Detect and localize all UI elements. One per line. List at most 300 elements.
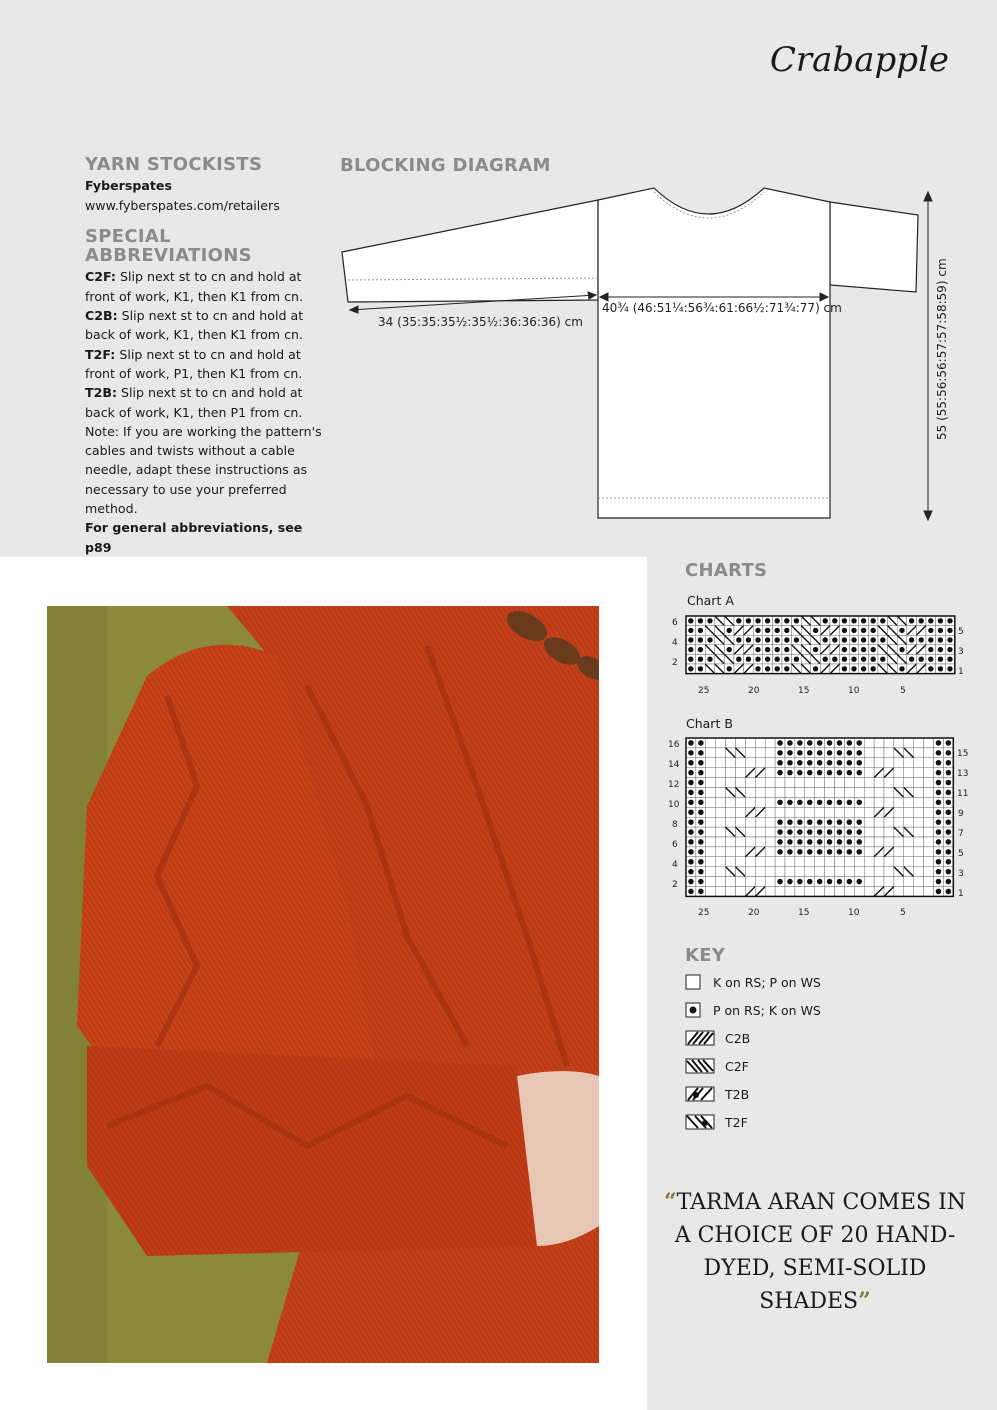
- chart-cell: [815, 778, 825, 788]
- purl-dot: [832, 637, 837, 642]
- chart-b-row-label: 3: [958, 869, 964, 879]
- chart-cell: [745, 748, 755, 758]
- purl-dot: [797, 819, 803, 825]
- purl-dot: [698, 618, 703, 623]
- chart-cell: [795, 807, 805, 817]
- chart-b-row-label: 2: [672, 880, 678, 890]
- chart-b-row-label: 8: [672, 820, 678, 830]
- purl-dot: [856, 879, 862, 885]
- chart-cell: [765, 867, 775, 877]
- purl-dot: [736, 618, 741, 623]
- chart-cell: [904, 738, 914, 748]
- purl-dot: [817, 849, 823, 855]
- chart-cell: [785, 807, 795, 817]
- purl-dot: [837, 740, 843, 746]
- purl-dot: [817, 770, 823, 776]
- purl-dot: [817, 839, 823, 845]
- purl-dot: [698, 800, 704, 806]
- c2b-icon: [685, 1030, 715, 1046]
- chart-a-grid: [668, 612, 968, 702]
- purl-dot: [946, 829, 952, 835]
- chart-cell: [716, 877, 726, 887]
- chart-b-row-label: 10: [668, 800, 680, 810]
- purl-dot: [837, 849, 843, 855]
- purl-dot: [698, 849, 704, 855]
- abbrev-item-t2f: [85, 345, 325, 384]
- chart-cell: [894, 797, 904, 807]
- chart-cell: [884, 778, 894, 788]
- purl-dot: [856, 750, 862, 756]
- purl-dot: [842, 628, 847, 633]
- chart-cell: [914, 807, 924, 817]
- chart-cell: [755, 867, 765, 877]
- chart-cell: [864, 877, 874, 887]
- chart-cell: [736, 847, 746, 857]
- chart-cell: [924, 738, 934, 748]
- purl-dot: [817, 829, 823, 835]
- chart-cell: [924, 758, 934, 768]
- purl-dot: [837, 879, 843, 885]
- chart-cell: [765, 817, 775, 827]
- chart-cell: [914, 857, 924, 867]
- purl-dot: [787, 750, 793, 756]
- chart-cell: [884, 748, 894, 758]
- purl-dot: [856, 829, 862, 835]
- purl-dot: [807, 770, 813, 776]
- purl-dot: [688, 637, 693, 642]
- blocking-diagram: [336, 180, 956, 530]
- key-label: T2B: [725, 1086, 750, 1102]
- chart-cell: [844, 807, 854, 817]
- purl-dot: [928, 618, 933, 623]
- key-item-c2f: [685, 1058, 749, 1074]
- chart-cell: [716, 768, 726, 778]
- purl-dot: [871, 637, 876, 642]
- purl-dot: [807, 750, 813, 756]
- chart-cell: [795, 887, 805, 897]
- chart-cell: [835, 867, 845, 877]
- purl-dot: [698, 750, 704, 756]
- purl-dot: [807, 849, 813, 855]
- chart-cell: [745, 877, 755, 887]
- chart-cell: [736, 877, 746, 887]
- chart-cell: [765, 887, 775, 897]
- purl-dot: [827, 740, 833, 746]
- chart-b-row-label: 12: [668, 780, 680, 790]
- purl-dot: [837, 760, 843, 766]
- purl-dot: [837, 829, 843, 835]
- chart-cell: [706, 837, 716, 847]
- purl-dot: [698, 829, 704, 835]
- purl-dot: [936, 849, 942, 855]
- chart-cell: [795, 857, 805, 867]
- purl-dot: [787, 770, 793, 776]
- purl-dot: [817, 750, 823, 756]
- yarn-url[interactable]: www.fyberspates.com/retailers: [85, 197, 280, 213]
- chart-cell: [765, 857, 775, 867]
- purl-dot: [688, 819, 694, 825]
- chart-a-col-label: 20: [748, 686, 760, 696]
- chart-cell: [765, 807, 775, 817]
- purl-dot: [837, 750, 843, 756]
- chart-cell: [914, 867, 924, 877]
- chart-cell: [884, 738, 894, 748]
- chart-cell: [736, 807, 746, 817]
- general-abbrev-link[interactable]: For general abbreviations, see p89: [85, 520, 303, 555]
- blocking-diagram-heading: BLOCKING DIAGRAM: [340, 155, 551, 176]
- chart-cell: [844, 857, 854, 867]
- chart-cell: [765, 768, 775, 778]
- t2b-icon: [685, 1086, 715, 1102]
- purl-dot: [936, 809, 942, 815]
- purl-dot: [698, 637, 703, 642]
- purl-dot: [856, 760, 862, 766]
- purl-dot: [842, 618, 847, 623]
- chart-cell: [924, 877, 934, 887]
- purl-dot: [688, 829, 694, 835]
- purl-dot: [688, 666, 693, 671]
- chart-cell: [726, 887, 736, 897]
- chart-cell: [745, 817, 755, 827]
- purl-dot: [827, 770, 833, 776]
- purl-dot: [837, 839, 843, 845]
- chart-b-col-label: 10: [848, 908, 860, 918]
- chart-cell: [775, 887, 785, 897]
- chart-cell: [924, 807, 934, 817]
- chart-cell: [864, 768, 874, 778]
- chart-cell: [815, 807, 825, 817]
- chart-cell: [924, 827, 934, 837]
- chart-cell: [716, 857, 726, 867]
- chart-cell: [894, 837, 904, 847]
- purl-dot: [688, 618, 693, 623]
- chart-a-cells: [686, 616, 955, 674]
- chart-cell: [716, 788, 726, 798]
- purl-dot: [688, 647, 693, 652]
- chart-cell: [914, 837, 924, 847]
- chart-cell: [755, 758, 765, 768]
- purl-dot: [856, 740, 862, 746]
- chart-cell: [785, 887, 795, 897]
- chart-cell: [716, 748, 726, 758]
- purl-dot: [946, 770, 952, 776]
- chart-cell: [755, 857, 765, 867]
- chart-cell: [914, 758, 924, 768]
- sleeve-arrow-head-left: [350, 306, 358, 313]
- chart-cell: [795, 778, 805, 788]
- chart-b-row-label: 14: [668, 760, 680, 770]
- chart-cell: [755, 778, 765, 788]
- purl-dot: [698, 790, 704, 796]
- purl-dot: [946, 849, 952, 855]
- chart-cell: [894, 758, 904, 768]
- chart-cell: [924, 778, 934, 788]
- purl-dot: [727, 666, 732, 671]
- purl-dot: [851, 628, 856, 633]
- purl-dot: [861, 666, 866, 671]
- purl-dot: [946, 879, 952, 885]
- chart-cell: [825, 778, 835, 788]
- chart-cell: [765, 877, 775, 887]
- purl-dot: [938, 628, 943, 633]
- purl-dot: [827, 829, 833, 835]
- purl-dot: [813, 666, 818, 671]
- purl-dot: [842, 666, 847, 671]
- chart-cell: [825, 867, 835, 877]
- chart-cell: [815, 867, 825, 877]
- chart-cell: [904, 817, 914, 827]
- purl-dot: [765, 657, 770, 662]
- chart-cell: [736, 768, 746, 778]
- purl-dot: [755, 657, 760, 662]
- chart-cell: [765, 827, 775, 837]
- purl-dot: [899, 628, 904, 633]
- chart-cell: [726, 877, 736, 887]
- abbrev-code: C2B:: [85, 308, 118, 324]
- purl-dot: [936, 750, 942, 756]
- purl-dot: [847, 849, 853, 855]
- purl-dot: [688, 628, 693, 633]
- abbrev-item-t2b: [85, 383, 325, 422]
- purl-dot: [775, 647, 780, 652]
- purl-dot: [707, 637, 712, 642]
- chart-cell: [864, 857, 874, 867]
- chart-cell: [706, 847, 716, 857]
- purl-dot: [688, 839, 694, 845]
- chart-cell: [904, 837, 914, 847]
- key-item-knit: [685, 974, 821, 990]
- purl-dot: [698, 666, 703, 671]
- chart-b-col-label: 25: [698, 908, 710, 918]
- purl-dot: [777, 770, 783, 776]
- purl-dot: [787, 829, 793, 835]
- purl-dot: [807, 740, 813, 746]
- purl-dot: [880, 637, 885, 642]
- chart-cell: [726, 857, 736, 867]
- chart-cell: [775, 778, 785, 788]
- chart-b-row-label: 11: [957, 789, 968, 799]
- key-item-purl: [685, 1002, 821, 1018]
- purl-dot: [946, 780, 952, 786]
- purl-dot: [817, 879, 823, 885]
- purl-dot: [698, 879, 704, 885]
- purl-dot: [827, 750, 833, 756]
- chart-cell: [726, 738, 736, 748]
- purl-dot: [794, 618, 799, 623]
- purl-dot: [936, 780, 942, 786]
- chart-cell: [884, 758, 894, 768]
- purl-dot: [946, 839, 952, 845]
- chart-cell: [914, 877, 924, 887]
- purl-dot: [698, 839, 704, 845]
- sleeve-measurement: 34 (35:35:35½:35½:36:36:36) cm: [378, 315, 583, 329]
- purl-dot: [813, 647, 818, 652]
- purl-dot: [847, 750, 853, 756]
- purl-dot: [784, 628, 789, 633]
- purl-dot: [947, 647, 952, 652]
- purl-dot: [936, 790, 942, 796]
- chart-cell: [736, 758, 746, 768]
- purl-dot: [827, 849, 833, 855]
- chart-cell: [825, 788, 835, 798]
- purl-dot: [688, 879, 694, 885]
- chart-b-cells: [686, 738, 953, 896]
- chart-cell: [894, 738, 904, 748]
- chart-a-row-label: 4: [672, 638, 678, 648]
- purl-dot: [777, 839, 783, 845]
- purl-dot: [746, 618, 751, 623]
- chart-cell: [924, 887, 934, 897]
- chart-a-row-label: 3: [958, 647, 964, 657]
- abbrev-code: C2F:: [85, 269, 116, 285]
- chart-cell: [765, 758, 775, 768]
- purl-dot: [707, 657, 712, 662]
- purl-dot: [823, 657, 828, 662]
- purl-dot: [936, 869, 942, 875]
- purl-dot: [947, 618, 952, 623]
- purl-dot: [784, 637, 789, 642]
- purl-dot: [946, 859, 952, 865]
- purl-dot: [946, 790, 952, 796]
- purl-dot: [936, 839, 942, 845]
- purl-dot: [755, 637, 760, 642]
- purl-dot: [851, 666, 856, 671]
- purl-dot: [842, 647, 847, 652]
- purl-dot: [909, 618, 914, 623]
- chart-cell: [864, 758, 874, 768]
- c2f-icon: [685, 1058, 715, 1074]
- purl-dot: [765, 666, 770, 671]
- key-label: C2F: [725, 1058, 749, 1074]
- chart-cell: [884, 817, 894, 827]
- chart-a-label: Chart A: [687, 593, 734, 608]
- purl-dot: [817, 800, 823, 806]
- chart-cell: [765, 797, 775, 807]
- chart-cell: [914, 778, 924, 788]
- purl-dot: [765, 618, 770, 623]
- chart-cell: [706, 768, 716, 778]
- chart-cell: [924, 797, 934, 807]
- purl-dot: [787, 839, 793, 845]
- purl-dot: [755, 618, 760, 623]
- chart-cell: [904, 768, 914, 778]
- chart-cell: [924, 837, 934, 847]
- chart-b-col-label: 20: [748, 908, 760, 918]
- chart-cell: [805, 807, 815, 817]
- purl-dot: [698, 780, 704, 786]
- purl-dot: [698, 809, 704, 815]
- chart-cell: [835, 857, 845, 867]
- open-quote-icon: “: [663, 1189, 677, 1215]
- purl-dot: [936, 819, 942, 825]
- purl-dot: [794, 657, 799, 662]
- abbrev-code: T2B:: [85, 385, 117, 401]
- chart-cell: [874, 797, 884, 807]
- chart-cell: [894, 877, 904, 887]
- purl-dot: [775, 666, 780, 671]
- purl-dot: [777, 819, 783, 825]
- chart-cell: [884, 788, 894, 798]
- abbrev-note: Note: If you are working the pattern's cables and twists without a cable needle, adapt these instructions as necessary to use your preferred method.: [85, 423, 322, 517]
- purl-dot: [698, 760, 704, 766]
- abbrev-item-c2b: [85, 306, 325, 345]
- chart-cell: [805, 857, 815, 867]
- purl-dot: [936, 859, 942, 865]
- chart-b-col-label: 5: [900, 908, 906, 918]
- purl-dot: [856, 770, 862, 776]
- purl-dot: [909, 657, 914, 662]
- chart-cell: [825, 857, 835, 867]
- chart-cell: [854, 778, 864, 788]
- chart-cell: [716, 758, 726, 768]
- chart-a-col-label: 5: [900, 686, 906, 696]
- purl-dot: [787, 819, 793, 825]
- chart-cell: [765, 847, 775, 857]
- chart-cell: [706, 788, 716, 798]
- purl-dot: [928, 637, 933, 642]
- purl-dot: [807, 829, 813, 835]
- purl-dot: [928, 666, 933, 671]
- purl-dot: [784, 618, 789, 623]
- purl-dot: [797, 879, 803, 885]
- chart-b-label: Chart B: [686, 716, 733, 731]
- chart-cell: [716, 817, 726, 827]
- purl-dot: [936, 740, 942, 746]
- purl-dot: [938, 637, 943, 642]
- chart-cell: [874, 827, 884, 837]
- purl-dot: [807, 800, 813, 806]
- chart-cell: [904, 807, 914, 817]
- chart-a-row-label: 1: [958, 667, 964, 677]
- chart-cell: [835, 807, 845, 817]
- purl-dot: [851, 647, 856, 652]
- abbrev-code: T2F:: [85, 346, 116, 362]
- chart-cell: [726, 758, 736, 768]
- purl-dot: [946, 750, 952, 756]
- chart-cell: [765, 837, 775, 847]
- purl-dot: [936, 770, 942, 776]
- purl-dot: [827, 879, 833, 885]
- yarn-brand: Fyberspates: [85, 178, 172, 194]
- chart-cell: [785, 867, 795, 877]
- chart-cell: [854, 788, 864, 798]
- purl-dot: [736, 657, 741, 662]
- chart-cell: [745, 738, 755, 748]
- purl-dot: [698, 819, 704, 825]
- chart-a-col-label: 10: [848, 686, 860, 696]
- chart-cell: [894, 768, 904, 778]
- chart-cell: [864, 817, 874, 827]
- purl-dot: [823, 637, 828, 642]
- chart-cell: [874, 867, 884, 877]
- purl-dot: [797, 839, 803, 845]
- chart-cell: [874, 738, 884, 748]
- right-sleeve: [830, 202, 918, 292]
- purl-dot: [777, 800, 783, 806]
- chart-cell: [864, 887, 874, 897]
- purl-dot: [847, 800, 853, 806]
- purl-dot: [936, 800, 942, 806]
- chart-cell: [914, 817, 924, 827]
- chart-cell: [874, 748, 884, 758]
- chart-b-row-label: 13: [957, 769, 968, 779]
- purl-dot: [813, 628, 818, 633]
- chart-cell: [716, 797, 726, 807]
- purl-dot: [847, 819, 853, 825]
- chart-cell: [924, 768, 934, 778]
- purl-dot: [777, 740, 783, 746]
- purl-dot: [797, 770, 803, 776]
